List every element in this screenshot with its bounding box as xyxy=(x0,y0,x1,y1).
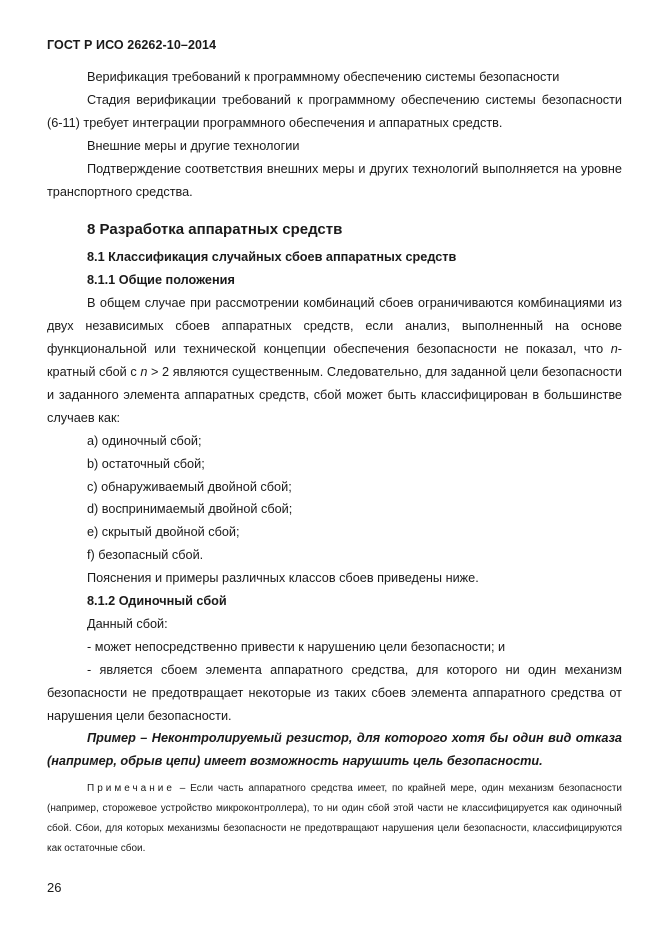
example-paragraph: Пример – Неконтролируемый резистор, для которого хотя бы один вид отказа (например, обрыв цепи) имеет возможность нарушить цель безопасности. xyxy=(47,731,622,769)
text-fragment: В общем случае при рассмотрении комбинаций сбоев ограничиваются комбинациями из двух независимых сбоев аппаратных средств, если анализ, выполненный на основе функциональной или технической концепции обеспечения безопасности не показал, что xyxy=(47,296,622,357)
section-8-1-heading: 8.1 Классификация случайных сбоев аппаратных средств xyxy=(87,250,457,265)
note-text: – Если часть аппаратного средства имеет, по крайней мере, один механизм безопасности (например, сторожевое устройство микроконтроллера), то ни один сбой этой части не классифицируется как одиночный сбой. Сбои, для которых механизмы безопасности не предотвращают нарушения цели безопасности, классифицируются как остаточные сбои. xyxy=(47,783,622,855)
note-paragraph xyxy=(47,779,622,859)
dash-item: - является сбоем элемента аппаратного средства, для которого ни один механизм безопасности не предотвращает некоторые из таких сбоев элемента аппаратного средства от нарушения цели безопасности. xyxy=(47,662,622,723)
list-item: e) скрытый двойной сбой; xyxy=(87,525,240,540)
paragraph-fault-intro: Данный сбой: xyxy=(87,616,168,631)
document-body xyxy=(47,66,622,859)
paragraph-general-provisions xyxy=(47,292,622,429)
dash-item: - может непосредственно привести к нарушению цели безопасности; и xyxy=(87,639,506,654)
list-item: d) воспринимаемый двойной сбой; xyxy=(87,502,293,517)
variable-n: n xyxy=(610,342,618,357)
section-8-1-2-heading: 8.1.2 Одиночный сбой xyxy=(87,594,227,609)
variable-n: n xyxy=(140,364,148,379)
page-number: 26 xyxy=(47,880,62,895)
paragraph-external-measures: Подтверждение соответствия внешних меры и других технологий выполняется на уровне транспортного средства. xyxy=(47,161,622,199)
paragraph-explanations: Пояснения и примеры различных классов сбоев приведены ниже. xyxy=(87,571,479,586)
list-item: a) одиночный сбой; xyxy=(87,433,202,448)
list-item: f) безопасный сбой. xyxy=(87,548,204,563)
section-8-heading: 8 Разработка аппаратных средств xyxy=(87,221,343,239)
document-header: ГОСТ Р ИСО 26262-10–2014 xyxy=(47,38,217,52)
section-8-1-1-heading: 8.1.1 Общие положения xyxy=(87,273,235,288)
text-fragment: > 2 являются существенным. Следовательно, для заданной цели безопасности и заданного элемента аппаратных средств, сбой может быть классифицирован в большинстве случаев как: xyxy=(47,364,622,425)
paragraph-sw-verification-title: Верификация требований к программному обеспечению системы безопасности xyxy=(87,70,560,84)
paragraph-external-measures-title: Внешние меры и другие технологии xyxy=(87,138,300,153)
note-label: Примечание xyxy=(87,783,175,795)
paragraph-sw-verification: Стадия верификации требований к программному обеспечению системы безопасности (6-11) требует интеграции программного обеспечения и аппаратных средств. xyxy=(47,92,622,130)
list-item: b) остаточный сбой; xyxy=(87,456,205,471)
text-fragment: -кратный сбой с xyxy=(47,342,622,379)
list-item: c) обнаруживаемый двойной сбой; xyxy=(87,479,292,494)
